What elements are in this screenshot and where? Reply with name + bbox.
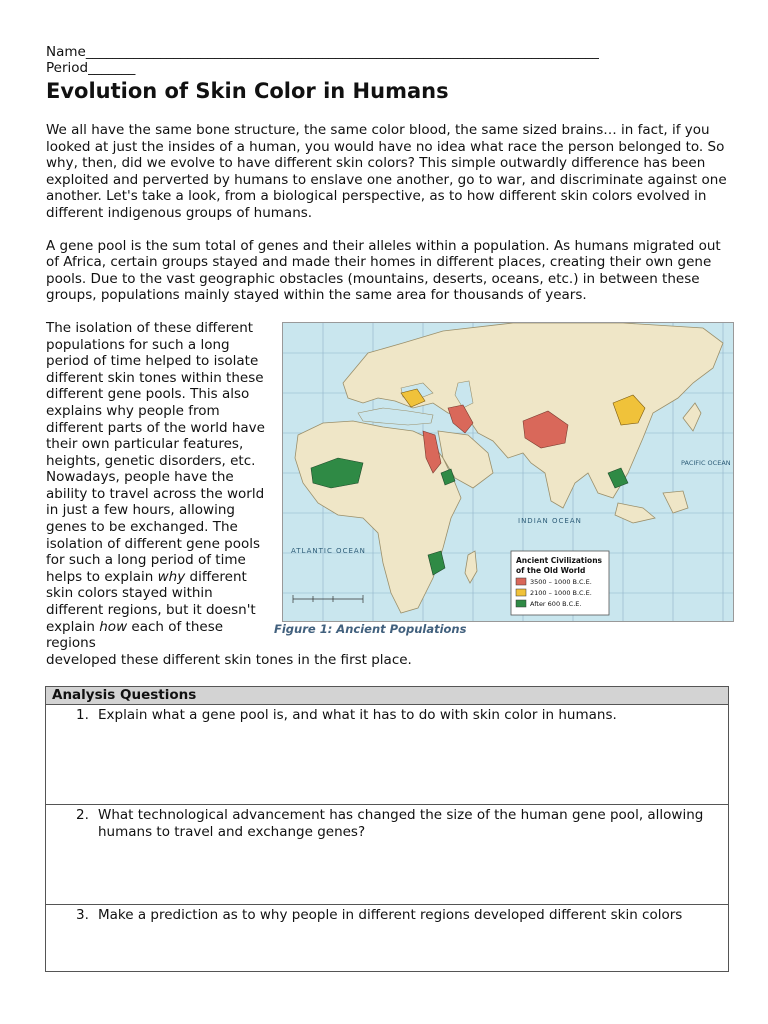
question-3-text: Make a prediction as to why people in different regions developed different skin colors xyxy=(98,907,683,923)
period-underline: _______ xyxy=(88,60,136,76)
legend-title-1: Ancient Civilizations xyxy=(516,555,602,565)
period-line xyxy=(46,60,730,76)
legend-label-3: After 600 B.C.E. xyxy=(530,599,582,608)
question-2-box[interactable] xyxy=(46,805,729,905)
analysis-questions-table xyxy=(45,686,729,972)
name-label: Name xyxy=(46,44,86,60)
pacific-label: PACIFIC OCEAN xyxy=(681,458,731,467)
question-2-text: What technological advancement has changed the size of the human gene pool, allowing humans to travel and exchange genes? xyxy=(98,807,704,840)
period-label: Period xyxy=(46,60,89,76)
isolation-paragraph-tail: developed these different skin tones in the first place. xyxy=(46,651,412,668)
legend-label-2: 2100 – 1000 B.C.E. xyxy=(530,588,592,597)
indian-label: INDIAN OCEAN xyxy=(518,516,582,525)
figure-wrap-section xyxy=(46,320,730,668)
isolation-paragraph: The isolation of these different populations for such a long period of time helped to isolate different skin tones within these different gene pools. This also explains why people from different parts of the world have their own particular features, heights, genetic disorders, etc. Nowadays, people have the ability to travel across the world in just a few hours, allowing genes to be exchanged. The isolation of different gene pools for such a long period of time helps to explain why different skin colors stayed within different regions, but it doesn't explain how each of these regions xyxy=(46,319,265,652)
scale-bar xyxy=(293,595,363,603)
question-2-number: 2. xyxy=(76,807,89,823)
question-1-text: Explain what a gene pool is, and what it has to do with skin color in humans. xyxy=(98,707,617,723)
question-3-box[interactable] xyxy=(46,905,729,972)
question-1-box[interactable] xyxy=(46,705,729,805)
worksheet-page xyxy=(46,44,730,668)
page-title: Evolution of Skin Color in Humans xyxy=(46,79,449,103)
intro-paragraph: We all have the same bone structure, the same color blood, the same sized brains… in fact, if you looked at just the insides of a human, you would have no idea what race the person belonged to. So why, then, did we evolve to have different skin colors? This simple outwardly difference has been exploited and perverted by humans to enslave one another, go to war, and discriminate against one another. Let's take a look, from a biological perspective, as to how different skin colors evolved in different indigenous groups of humans. xyxy=(46,122,727,221)
name-line xyxy=(46,44,730,60)
question-1-number: 1. xyxy=(76,707,89,723)
question-3-number: 3. xyxy=(76,907,89,923)
legend-label-1: 3500 – 1000 B.C.E. xyxy=(530,577,592,586)
atlantic-label: ATLANTIC OCEAN xyxy=(291,546,366,555)
gene-pool-paragraph: A gene pool is the sum total of genes and their alleles within a population. As humans migrated out of Africa, certain groups stayed and made their homes in different places, creating their own gene pools. Due to the vast geographic obstacles (mountains, deserts, oceans, etc.) in between these groups, populations mainly stayed within the same area for thousands of years. xyxy=(46,237,721,304)
map-svg xyxy=(283,323,733,621)
map-legend xyxy=(511,551,609,615)
analysis-header: Analysis Questions xyxy=(46,687,729,705)
ancient-civilizations-map xyxy=(282,322,734,622)
name-underline: ____________________________________________________________________________ xyxy=(85,44,599,60)
legend-title-2: of the Old World xyxy=(516,565,586,575)
figure-caption: Figure 1: Ancient Populations xyxy=(274,621,467,636)
